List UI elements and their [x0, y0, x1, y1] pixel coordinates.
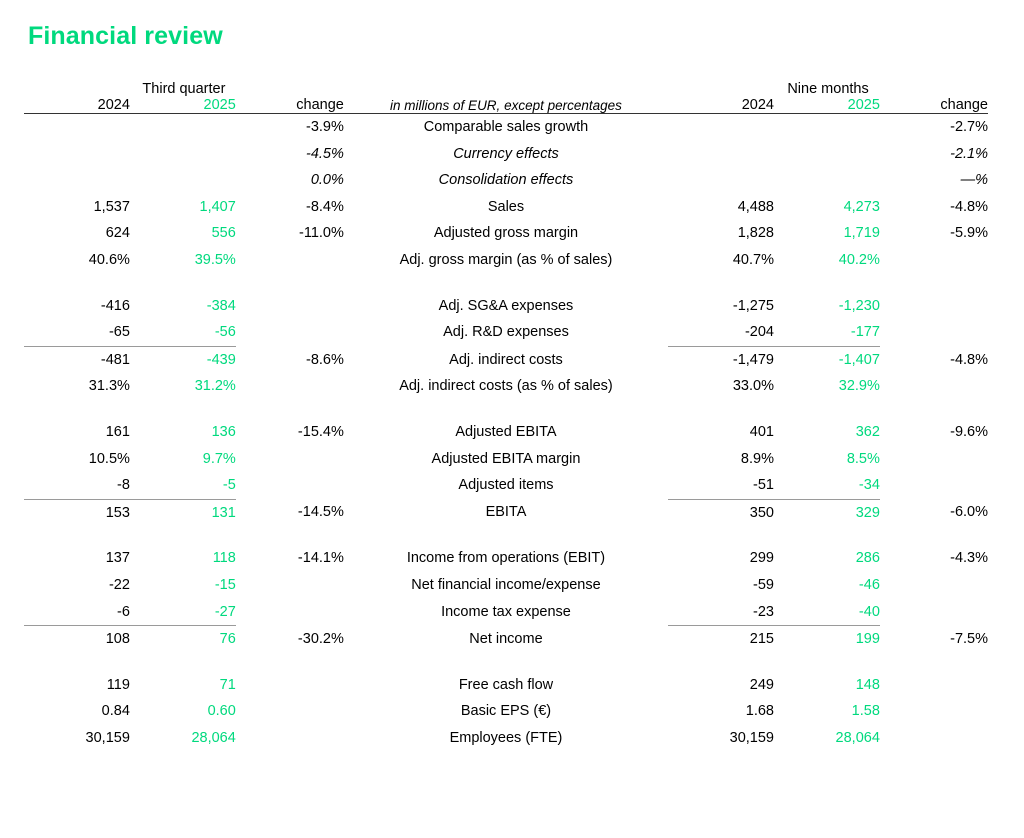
cell-q3-change [236, 698, 344, 725]
header-group-row [24, 81, 988, 97]
cell-ytd-change: -2.1% [950, 145, 988, 162]
header-group-spacer [344, 81, 668, 97]
page-title: Financial review [28, 22, 223, 50]
cell-q3-prev: -416 [100, 297, 130, 314]
header-group-nine-months: Nine months [787, 81, 869, 97]
table-row [24, 346, 988, 373]
cell-ytd-current [774, 167, 880, 194]
cell-q3-prev: 31.3% [88, 378, 130, 395]
cell-q3-change [236, 319, 344, 346]
cell-q3-current: 76 [219, 631, 236, 648]
cell-q3-prev: 30,159 [85, 729, 130, 746]
cell-q3-change [236, 672, 344, 699]
cell-q3-prev: -481 [100, 351, 130, 368]
table-spacer-row [24, 400, 988, 419]
cell-ytd-change [880, 698, 988, 725]
cell-ytd-change: -5.9% [950, 225, 988, 242]
table-row [24, 725, 988, 752]
cell-ytd-prev: -23 [753, 603, 774, 620]
table-row [24, 194, 988, 221]
table-row [24, 599, 988, 626]
cell-row-label: Adjusted EBITA [455, 423, 557, 440]
cell-ytd-current: 148 [855, 676, 880, 693]
cell-ytd-change: -7.5% [950, 630, 988, 647]
cell-ytd-change [880, 672, 988, 699]
cell-ytd-prev: -204 [744, 324, 774, 341]
cell-q3-prev: 624 [105, 225, 130, 242]
cell-row-label: Adjusted gross margin [433, 225, 579, 242]
table-row [24, 499, 988, 526]
table-spacer-row [24, 274, 988, 293]
cell-ytd-change: -9.6% [950, 423, 988, 440]
header-unit-note: in millions of EUR, except percentages [390, 97, 622, 113]
cell-ytd-prev: 4,488 [737, 198, 774, 215]
cell-ytd-prev: 1.68 [745, 703, 774, 720]
cell-q3-change: -14.5% [297, 504, 344, 521]
cell-q3-current: -5 [222, 477, 236, 494]
cell-ytd-current: 4,273 [843, 198, 880, 215]
cell-q3-prev: 40.6% [88, 251, 130, 268]
cell-q3-current: -384 [206, 297, 236, 314]
cell-row-label: Employees (FTE) [449, 729, 563, 746]
table-spacer-cell [24, 526, 988, 545]
cell-ytd-prev: 401 [749, 423, 774, 440]
cell-q3-prev: 108 [105, 631, 130, 648]
cell-ytd-current: 286 [855, 550, 880, 567]
cell-q3-current: 28,064 [191, 729, 236, 746]
cell-row-label: Free cash flow [458, 676, 554, 693]
cell-row-label: Sales [487, 198, 525, 215]
cell-row-label: Comparable sales growth [423, 119, 589, 135]
cell-ytd-current: -34 [858, 477, 880, 494]
cell-q3-prev: -8 [117, 477, 130, 494]
cell-ytd-change [880, 319, 988, 346]
cell-row-label: Adj. SG&A expenses [438, 297, 574, 314]
cell-ytd-current: 40.2% [838, 251, 880, 268]
header-right-year-prev: 2024 [741, 97, 774, 113]
cell-ytd-current: 362 [855, 423, 880, 440]
table-row [24, 141, 988, 168]
cell-q3-current: 71 [219, 676, 236, 693]
cell-row-label: Adj. gross margin (as % of sales) [399, 251, 613, 268]
table-spacer-cell [24, 653, 988, 672]
cell-q3-change: -4.5% [305, 145, 344, 162]
cell-q3-change: -14.1% [297, 550, 344, 567]
cell-ytd-change [880, 293, 988, 320]
cell-q3-current: 118 [212, 550, 236, 567]
cell-q3-change [236, 293, 344, 320]
cell-ytd-change: -4.8% [950, 351, 988, 368]
cell-ytd-prev: 249 [749, 676, 774, 693]
cell-q3-change [236, 725, 344, 752]
cell-row-label: Consolidation effects [438, 172, 574, 189]
cell-q3-prev: 161 [105, 423, 130, 440]
cell-q3-current: -56 [214, 324, 236, 341]
cell-row-label: Income tax expense [441, 603, 571, 620]
cell-ytd-prev: -59 [753, 576, 774, 593]
cell-q3-current: -27 [214, 603, 236, 620]
cell-q3-change [236, 572, 344, 599]
cell-row-label: Basic EPS (€) [460, 703, 552, 720]
cell-q3-current: 9.7% [202, 450, 236, 467]
table-row [24, 319, 988, 346]
table-row [24, 167, 988, 194]
cell-q3-change [236, 472, 344, 499]
cell-row-label: Adjusted EBITA margin [431, 450, 581, 467]
table-spacer-row [24, 653, 988, 672]
table-row [24, 220, 988, 247]
cell-ytd-change [880, 446, 988, 473]
cell-ytd-prev: -1,479 [732, 351, 774, 368]
cell-q3-change [236, 446, 344, 473]
cell-ytd-prev: -1,275 [732, 297, 774, 314]
cell-ytd-change [880, 599, 988, 626]
cell-ytd-current: 28,064 [835, 729, 880, 746]
cell-q3-current: 39.5% [194, 251, 236, 268]
cell-q3-prev: -6 [117, 603, 130, 620]
cell-q3-current [130, 114, 236, 141]
financial-review-table [24, 81, 988, 751]
table-row [24, 293, 988, 320]
cell-q3-change: -30.2% [297, 630, 344, 647]
cell-q3-prev: 0.84 [101, 703, 130, 720]
cell-ytd-change: —% [960, 172, 988, 189]
cell-ytd-current: 1.58 [851, 703, 880, 720]
cell-q3-current: 31.2% [194, 378, 236, 395]
cell-q3-current: -15 [214, 576, 236, 593]
header-label-row [24, 97, 988, 113]
cell-ytd-prev: 30,159 [729, 729, 774, 746]
cell-row-label: EBITA [485, 504, 527, 521]
cell-ytd-current: 32.9% [838, 378, 880, 395]
cell-ytd-change: -2.7% [950, 119, 988, 135]
header-right-year-current: 2025 [847, 97, 880, 113]
cell-ytd-prev: 40.7% [732, 251, 774, 268]
table-row [24, 446, 988, 473]
cell-ytd-change: -4.8% [950, 198, 988, 215]
cell-q3-current: -439 [206, 351, 236, 368]
cell-ytd-change: -4.3% [950, 550, 988, 567]
cell-ytd-current: 199 [855, 631, 880, 648]
cell-q3-change: -15.4% [297, 423, 344, 440]
cell-row-label: Net income [469, 630, 543, 647]
cell-q3-prev [24, 114, 130, 141]
cell-q3-prev: 10.5% [88, 450, 130, 467]
cell-ytd-current: 8.5% [846, 450, 880, 467]
header-left-year-prev: 2024 [97, 97, 130, 113]
table-row [24, 373, 988, 400]
table-spacer-row [24, 526, 988, 545]
table-row [24, 472, 988, 499]
cell-row-label: Adj. indirect costs (as % of sales) [399, 378, 613, 395]
cell-q3-change: -8.4% [305, 198, 344, 215]
cell-ytd-prev: 8.9% [740, 450, 774, 467]
cell-q3-prev [24, 141, 130, 168]
cell-ytd-current: 329 [855, 504, 880, 521]
cell-ytd-current [774, 114, 880, 141]
table-row [24, 247, 988, 274]
cell-ytd-prev: 33.0% [732, 378, 774, 395]
cell-q3-prev: 137 [105, 550, 130, 567]
cell-row-label: Net financial income/expense [411, 576, 601, 593]
cell-ytd-change [880, 247, 988, 274]
cell-q3-current: 1,407 [199, 198, 236, 215]
cell-q3-current [130, 167, 236, 194]
table-body [24, 114, 988, 752]
cell-ytd-change [880, 572, 988, 599]
cell-row-label: Adj. indirect costs [449, 351, 563, 368]
cell-ytd-prev: -51 [753, 477, 774, 494]
cell-ytd-current: -40 [858, 603, 880, 620]
table-row [24, 626, 988, 653]
cell-ytd-prev [668, 141, 774, 168]
cell-ytd-change [880, 373, 988, 400]
header-right-change: change [940, 97, 988, 113]
cell-ytd-current: -1,230 [838, 297, 880, 314]
cell-ytd-current: -46 [858, 576, 880, 593]
header-group-third-quarter: Third quarter [142, 81, 226, 97]
cell-q3-change: -3.9% [305, 119, 344, 135]
cell-q3-change [236, 247, 344, 274]
table-row [24, 419, 988, 446]
cell-q3-prev: 119 [106, 676, 130, 693]
cell-ytd-prev: 350 [749, 504, 774, 521]
cell-q3-current: 556 [211, 225, 236, 242]
cell-ytd-change [880, 472, 988, 499]
cell-ytd-change: -6.0% [950, 504, 988, 521]
cell-q3-change: 0.0% [310, 172, 344, 189]
cell-ytd-prev [668, 167, 774, 194]
cell-q3-change: -8.6% [305, 351, 344, 368]
cell-ytd-current: -1,407 [838, 351, 880, 368]
cell-row-label: Adj. R&D expenses [443, 324, 569, 341]
cell-q3-prev: -65 [108, 324, 130, 341]
cell-ytd-prev: 1,828 [737, 225, 774, 242]
cell-q3-change: -11.0% [299, 225, 344, 242]
cell-ytd-prev: 215 [749, 631, 774, 648]
table-spacer-cell [24, 274, 988, 293]
cell-ytd-current: 1,719 [843, 225, 880, 242]
cell-q3-current [130, 141, 236, 168]
cell-ytd-prev: 299 [749, 550, 774, 567]
table-header [24, 81, 988, 114]
cell-q3-prev: -22 [108, 576, 130, 593]
cell-q3-change [236, 599, 344, 626]
table-spacer-cell [24, 400, 988, 419]
table-row [24, 698, 988, 725]
cell-ytd-change [880, 725, 988, 752]
cell-q3-prev [24, 167, 130, 194]
cell-row-label: Adjusted items [458, 477, 554, 494]
header-left-year-current: 2025 [203, 97, 236, 113]
cell-q3-current: 136 [211, 423, 236, 440]
cell-q3-prev: 153 [105, 504, 130, 521]
cell-row-label: Currency effects [453, 145, 559, 162]
cell-ytd-current: -177 [850, 324, 880, 341]
cell-ytd-prev [668, 114, 774, 141]
table-row [24, 572, 988, 599]
cell-ytd-current [774, 141, 880, 168]
cell-row-label: Income from operations (EBIT) [406, 550, 606, 567]
cell-q3-prev: 1,537 [93, 198, 130, 215]
cell-q3-current: 131 [211, 504, 236, 521]
header-left-change: change [296, 97, 344, 113]
table-row [24, 672, 988, 699]
table-row [24, 545, 988, 572]
table-row [24, 114, 988, 141]
cell-q3-change [236, 373, 344, 400]
cell-q3-current: 0.60 [207, 703, 236, 720]
